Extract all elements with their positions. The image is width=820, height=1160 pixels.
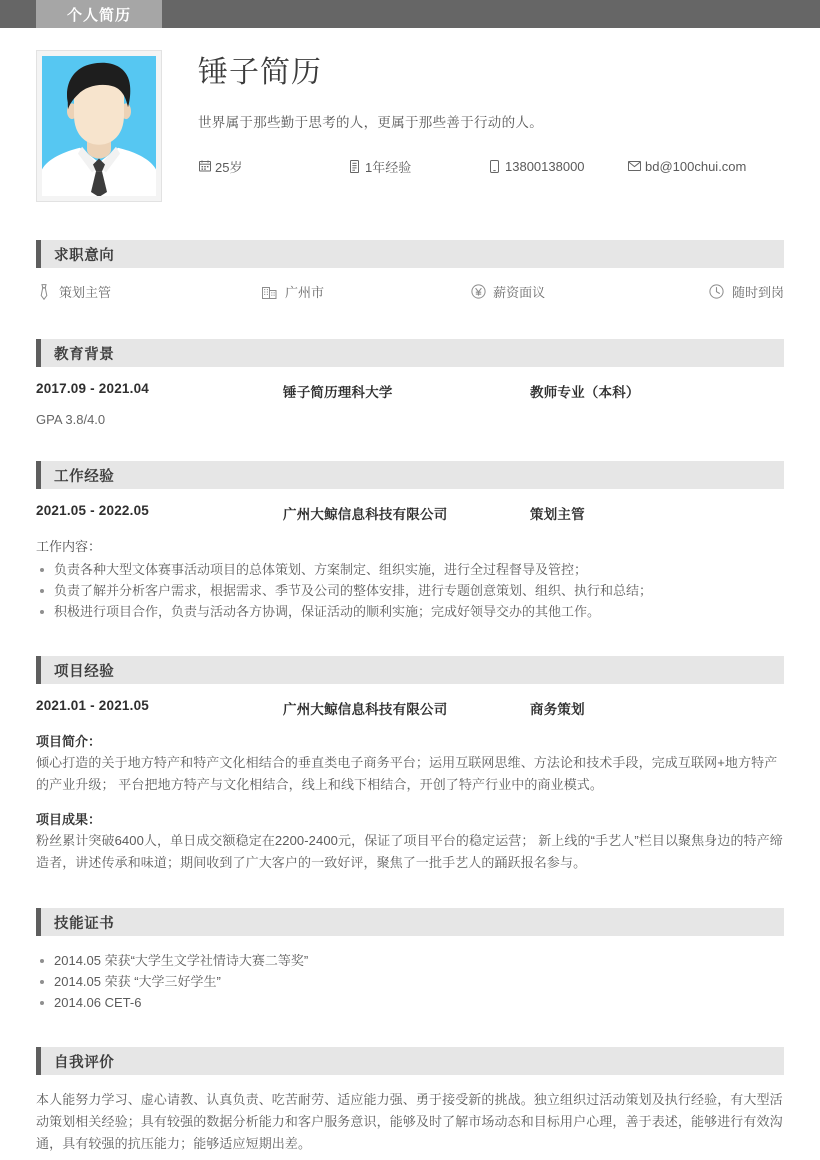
phone-icon: [488, 159, 501, 173]
intent-position: [36, 282, 262, 301]
section-header-project: [36, 656, 784, 684]
work-content-label: 工作内容：: [36, 539, 102, 554]
meta-age: [198, 157, 348, 176]
meta-experience-text: 1年经验: [365, 159, 412, 175]
job-intent-row: [36, 282, 784, 305]
section-title-skills: 技能证书: [54, 915, 115, 932]
top-bar-left-spacer: [0, 0, 36, 28]
section-header-job-intent: [36, 240, 784, 268]
work-date: 2021.05 - 2022.05: [36, 503, 149, 518]
section-title-work: 工作经验: [54, 468, 115, 485]
intent-salary-text: 薪资面议: [493, 285, 546, 300]
work-entry-row: [36, 503, 784, 523]
spacer: [0, 305, 820, 339]
section-header-evaluation: [36, 1047, 784, 1075]
spacer: [0, 1013, 820, 1047]
list-item: 积极进行项目合作，负责与活动各方协调，保证活动的顺利实施；完成好领导交办的其他工作。: [36, 601, 784, 622]
work-company: 广州大鲸信息科技有限公司: [283, 507, 448, 522]
avatar-frame: [36, 50, 162, 202]
section-work-experience: [0, 461, 820, 622]
meta-phone: [488, 159, 628, 174]
project-date: 2021.01 - 2021.05: [36, 698, 149, 713]
intent-availability: [709, 282, 784, 301]
section-title-project: 项目经验: [54, 663, 115, 680]
intent-salary: [470, 282, 709, 301]
section-header-work: [36, 461, 784, 489]
list-item: 2014.05 荣获“大学生文学社情诗大赛二等奖”: [36, 950, 784, 971]
education-gpa: GPA 3.8/4.0: [36, 412, 106, 427]
avatar-photo: [42, 56, 156, 196]
section-header-education: [36, 339, 784, 367]
contact-meta-row: [198, 157, 784, 176]
top-bar: [0, 0, 820, 28]
self-evaluation-text: 本人能努力学习、虚心请教、认真负责、吃苦耐劳、适应能力强、勇于接受新的挑战。独立组织过活动策划及执行经验，有大型活动策划相关经验；具有较强的数据分析能力和客户服务意识，能够及时了解市场动态和目标用户心理，善于表述，能够进行有效沟通，具有较强的抗压能力；能够适应短期出差。: [36, 1092, 783, 1151]
profile-details: [162, 50, 784, 202]
section-title-evaluation: 自我评价: [54, 1054, 115, 1071]
spacer: [0, 622, 820, 656]
section-self-evaluation: [0, 1047, 820, 1155]
project-entry-row: [36, 698, 784, 718]
list-item: 2014.06 CET-6: [36, 992, 784, 1013]
building-icon: [262, 284, 278, 300]
top-bar-right-spacer: [162, 0, 820, 28]
spacer: [0, 427, 820, 461]
intent-location: [262, 282, 470, 301]
tie-icon: [36, 284, 52, 300]
project-company: 广州大鲸信息科技有限公司: [283, 702, 448, 717]
section-title-education: 教育背景: [54, 346, 115, 363]
spacer: [0, 214, 820, 240]
intent-availability-text: 随时到岗: [731, 285, 784, 300]
meta-phone-text: 13800138000: [505, 158, 585, 174]
work-role: 策划主管: [530, 507, 585, 522]
education-date: 2017.09 - 2021.04: [36, 381, 149, 396]
project-result-text: 粉丝累计突破6400人，单日成交额稳定在2200-2400元，保证了项目平台的稳定运营； 新上线的“手艺人”栏目以聚焦身边的特产缔造者，讲述传承和味道；期间收到了广大客户的一致好评，聚焦了一批手艺人的踊跃报名参与。: [36, 833, 783, 870]
project-intro-label: 项目简介：: [36, 734, 102, 749]
education-major: 教师专业（本科）: [530, 385, 640, 400]
intent-location-text: 广州市: [284, 285, 324, 300]
document-icon: [348, 159, 361, 173]
person-name: 锤子简历: [198, 56, 322, 89]
project-intro-text: 倾心打造的关于地方特产和特产文化相结合的垂直类电子商务平台；运用互联网思维、方法论和技术手段，完成互联网+地方特产的产业升级； 平台把地方特产与文化相结合，线上和线下相结合，开创了特产行业中的商业模式。: [36, 755, 778, 792]
list-item: 负责了解并分析客户需求，根据需求、季节及公司的整体安排，进行专题创意策划、组织、执行和总结；: [36, 580, 784, 601]
project-role: 商务策划: [530, 702, 585, 717]
section-title-job-intent: 求职意向: [54, 247, 115, 264]
profile-header: [0, 28, 820, 214]
section-job-intent: [0, 240, 820, 305]
meta-age-text: 25岁: [215, 159, 243, 175]
education-school: 锤子简历理科大学: [283, 385, 393, 400]
list-item: 负责各种大型文体赛事活动项目的总体策划、方案制定、组织实施，进行全过程督导及管控；: [36, 559, 784, 580]
project-result-label: 项目成果：: [36, 812, 102, 827]
section-skills: [0, 908, 820, 1013]
skills-bullet-list: [36, 950, 784, 1013]
education-entry-row: [36, 381, 784, 401]
section-education: [0, 339, 820, 427]
resume-title-tab: 个人简历: [36, 0, 162, 28]
list-item: 2014.05 荣获 “大学三好学生”: [36, 971, 784, 992]
clock-icon: [709, 284, 725, 300]
person-tagline: 世界属于那些勤于思考的人，更属于那些善于行动的人。: [198, 114, 543, 130]
calendar-icon: [198, 159, 211, 173]
yen-circle-icon: [470, 284, 486, 300]
meta-email-text: bd@100chui.com: [645, 158, 747, 174]
meta-email: [628, 159, 746, 174]
section-project-experience: [0, 656, 820, 874]
intent-position-text: 策划主管: [59, 285, 112, 300]
meta-experience: [348, 157, 488, 176]
envelope-icon: [628, 159, 641, 173]
spacer: [0, 874, 820, 908]
work-bullet-list: [36, 559, 784, 622]
section-header-skills: [36, 908, 784, 936]
